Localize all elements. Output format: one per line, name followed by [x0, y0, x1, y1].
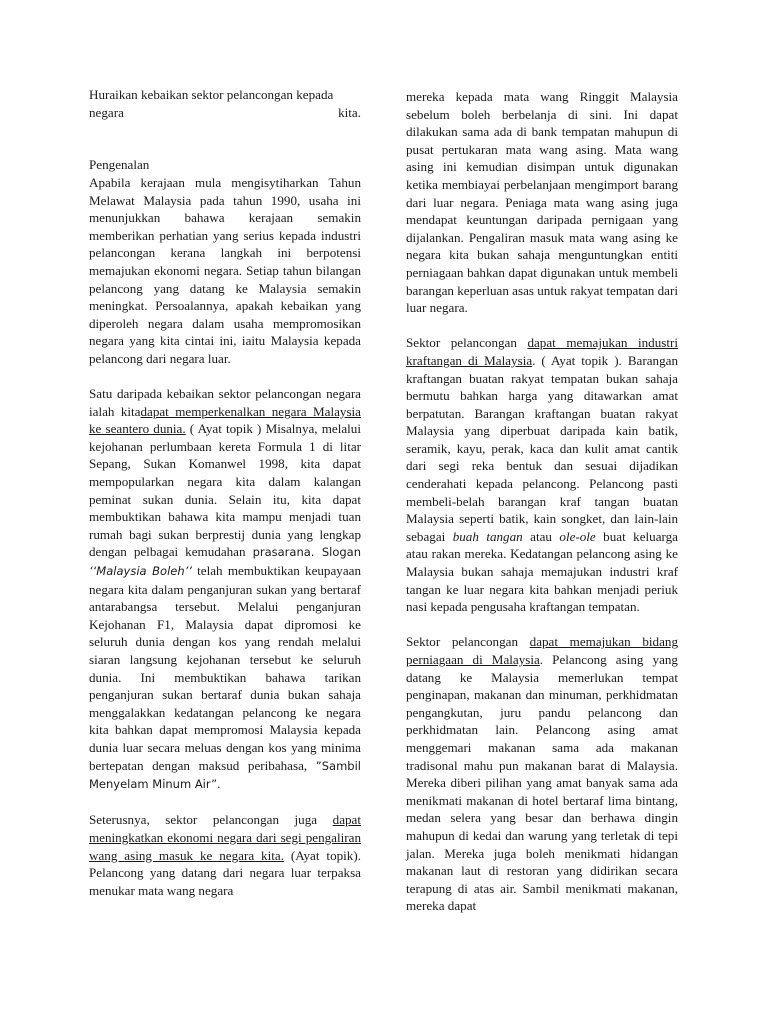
point-3-paragraph: Sektor pelancongan dapat memajukan industri kraftangan di Malaysia. ( Ayat topik ). Barangan kraftangan buatan rakyat tempatan bukan sahaja bermutu bahkan harga yang ditawarkan amat berpatutan. Barangan kraftangan buatan rakyat Malaysia yang diperbuat daripada kain batik, seramik, kayu, perak, kaca dan kulit amat cantik dari segi reka bentuk dan sesuai dijadikan cenderahati kepada pelancong. Pelancong pasti membeli-belah barangan kraf tangan buatan Malaysia seperti batik, kain songket, dan lain-lain sebagai buah tangan atau ole-ole buat keluarga atau rakan mereka. Kedatangan pelancong asing ke Malaysia bukan sahaja memajukan industri kraf tangan ke luar negara kita bahkan menjadi periuk nasi kepada pengusaha kraftangan tempatan.: [406, 335, 678, 615]
intro-section: [89, 156, 361, 367]
topic-sentence: dapat memajukan industri kraftangan di Malaysia: [406, 335, 678, 368]
point-2-paragraph: Seterusnya, sektor pelancongan juga dapat meningkatkan ekonomi negara dari segi pengaliran wang asing masuk ke negara kita. (Ayat topik). Pelancong yang datang dari negara luar terpaksa menukar mata wang negara: [89, 812, 361, 898]
topic-sentence: dapat meningkatkan ekonomi negara dari segi pengaliran wang asing masuk ke negara kita.: [89, 812, 361, 863]
point-4-paragraph: Sektor pelancongan dapat memajukan bidang perniagaan di Malaysia. Pelancong asing yang datang ke Malaysia memerlukan tempat penginapan, makanan dan minuman, perkhidmatan pengangkutan, juru pandu pelancong dan perkhidmatan lain. Pelancong asing amat menggemari makanan sama ada makanan tradisonal mahu pun makanan barat di Malaysia. Mereka diberi pilihan yang amat banyak sama ada menikmati makanan di hotel bertaraf lima bintang, medan selera yang besar dan berhawa dingin mahupun di kedai dan warung yang terletak di tepi jalan. Mereka juga boleh menikmati hidangan makanan laut di restoran yang didirikan secara terapung di atas air. Sambil menikmati makanan, mereka dapat: [406, 634, 678, 914]
proverb-text: ”Sambil Menyelam Minum Air”.: [89, 758, 361, 792]
right-column: [406, 88, 678, 933]
title-line-2: negara kita.: [89, 104, 361, 120]
slogan-text: ‘‘Malaysia Boleh’’: [89, 564, 192, 579]
point-1-paragraph: Satu daripada kebaikan sektor pelancongan negara ialah kitadapat memperkenalkan negara Malaysia ke seantero dunia. ( Ayat topik ) Misalnya, melalui kejohanan perlumbaan kereta Formula 1 di litar Sepang, Sukan Komanwel 1998, kita dapat mempopularkan negara kita dalam kalangan peminat sukan dunia. Selain itu, kita dapat membuktikan bahawa kita mampu menjadi tuan rumah bagi sukan berprestij dunia yang lengkap dengan pelbagai kemudahan prasarana. Slogan ‘‘Malaysia Boleh’’ telah membuktikan keupayaan negara kita dalam penganjuran sukan yang bertaraf antarabangsa tersebut. Melalui penganjuran Kejohanan F1, Malaysia dapat dipromosi ke seluruh dunia dengan kos yang rendah melalui siaran langsung kejohanan tersebut ke seluruh dunia. Ini membuktikan bahawa tarikan penganjuran sukan bertaraf dunia bukan sahaja menggalakkan kedatangan pelancong ke negara kita bahkan dapat mempromosi Malaysia kepada dunia luar secara meluas dengan kos yang minima bertepatan dengan maksud peribahasa, ”Sambil Menyelam Minum Air”.: [89, 386, 362, 792]
topic-sentence: dapat memajukan bidang perniagaan di Malaysia: [406, 634, 678, 667]
left-column: [89, 86, 361, 917]
topic-sentence: dapat memperkenalkan negara Malaysia ke seantero dunia.: [89, 403, 361, 437]
point-2-continued: mereka kepada mata wang Ringgit Malaysia sebelum boleh berbelanja di sini. Ini dapat dilakukan sama ada di bank tempatan mahupun di pusat pertukaran mata wang asing. Mata wang asing ini kemudian disimpan untuk digunakan ketika membiayai perbelanjaan mengimport barang dari luar negara. Peniaga mata wang asing juga mendapat keuntungan daripada pernigaan yang dijalankan. Pengaliran masuk mata wang asing ke negara kita bukan sahaja menguntungkan entiti perniagaan bahkan dapat digunakan untuk membeli barangan keperluan asas untuk rakyat tempatan dari luar negara.: [406, 89, 678, 316]
title-line-1: Huraikan kebaikan sektor pelancongan kepada: [89, 87, 334, 102]
intro-heading: Pengenalan: [89, 157, 150, 173]
intro-text: Apabila kerajaan mula mengisytiharkan Tahun Melawat Malaysia pada tahun 1990, usaha ini menunjukkan bahawa kerajaan semakin memberikan perhatian yang serius kepada industri pelancongan kerana langkah ini berpotensi memajukan ekonomi negara. Setiap tahun bilangan pelancong yang datang ke Malaysia semakin meningkat. Persoalannya, apakah kebaikan yang diperoleh negara dalam usaha mempromosikan negara yang kita cintai ini, iaitu Malaysia kepada pelancong dari negara luar.: [89, 174, 361, 366]
essay-title: [89, 86, 361, 121]
